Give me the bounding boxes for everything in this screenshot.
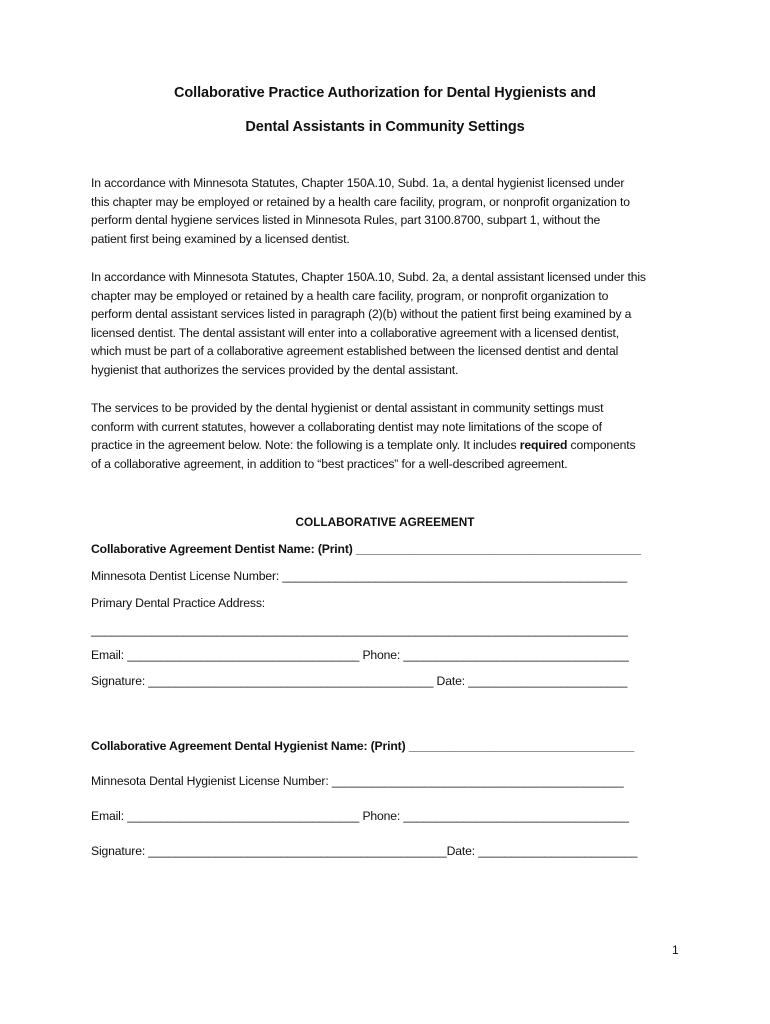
hygienist-date-field[interactable]: ________________________ xyxy=(474,844,638,858)
dentist-name-label: Collaborative Agreement Dentist Name: (Print) xyxy=(91,542,353,556)
dentist-contact-row xyxy=(91,648,629,662)
dentist-license-field[interactable]: ____________________________________________________ xyxy=(279,569,628,583)
paragraph-text: practice in the agreement below. Note: the following is a template only. It includes xyxy=(91,438,520,453)
paragraph-line: patient first being examined by a licensed dentist. xyxy=(91,231,350,246)
paragraph-text: components xyxy=(567,438,636,453)
hygienist-license-row xyxy=(91,774,623,788)
dentist-date-label: Date: xyxy=(433,674,465,688)
dentist-address-field[interactable]: _________________________________________________________________________________ xyxy=(91,623,628,637)
intro-paragraph-assistant xyxy=(91,268,691,380)
dentist-signature-row xyxy=(91,674,627,688)
dentist-email-field[interactable]: ___________________________________ xyxy=(123,648,360,662)
paragraph-line xyxy=(91,436,691,455)
intro-paragraph-scope xyxy=(91,399,691,473)
hygienist-date-label: Date: xyxy=(446,844,475,858)
page-number: 1 xyxy=(672,943,679,957)
hygienist-license-label: Minnesota Dental Hygienist License Number: xyxy=(91,774,329,788)
hygienist-name-field[interactable]: __________________________________ xyxy=(405,739,635,753)
paragraph-line: The services to be provided by the dental hygienist or dental assistant in community settings must xyxy=(91,401,604,415)
agreement-heading: COLLABORATIVE AGREEMENT xyxy=(295,515,475,529)
dentist-name-row xyxy=(91,542,641,556)
hygienist-name-label: Collaborative Agreement Dental Hygienist Name: (Print) xyxy=(91,739,406,753)
paragraph-line: perform dental assistant services listed in paragraph (2)(b) without the patient first being examined by a xyxy=(91,307,632,322)
hygienist-email-field[interactable]: ___________________________________ xyxy=(123,809,360,823)
required-emphasis: required xyxy=(519,438,568,453)
dentist-signature-label: Signature: xyxy=(91,674,146,688)
dentist-signature-field[interactable]: ___________________________________________ xyxy=(145,674,434,688)
paragraph-line: In accordance with Minnesota Statutes, Chapter 150A.10, Subd. 2a, a dental assistant licensed under this xyxy=(91,270,646,284)
dentist-phone-field[interactable]: __________________________________ xyxy=(400,648,629,662)
document-title-line-2: Dental Assistants in Community Settings xyxy=(245,119,525,135)
dentist-address-label: Primary Dental Practice Address: xyxy=(91,596,266,610)
hygienist-license-field[interactable]: ____________________________________________ xyxy=(328,774,624,788)
paragraph-line: perform dental hygiene services listed in Minnesota Rules, part 3100.8700, subpart 1, without the xyxy=(91,213,601,228)
hygienist-phone-field[interactable]: __________________________________ xyxy=(400,809,629,823)
paragraph-line: this chapter may be employed or retained by a health care facility, program, or nonprofit organization to xyxy=(91,194,630,209)
hygienist-signature-label: Signature: xyxy=(91,844,146,858)
paragraph-line: conform with current statutes, however a collaborating dentist may note limitations of the scope of xyxy=(91,419,602,434)
dentist-phone-label: Phone: xyxy=(359,648,401,662)
dentist-license-label: Minnesota Dentist License Number: xyxy=(91,569,280,583)
paragraph-line: chapter may be employed or retained by a health care facility, program, or nonprofit organization to xyxy=(91,288,609,303)
hygienist-contact-row xyxy=(91,809,629,823)
dentist-address-row xyxy=(91,623,628,637)
hygienist-phone-label: Phone: xyxy=(359,809,401,823)
hygienist-name-row xyxy=(91,739,634,753)
dentist-address-label-row xyxy=(91,596,265,610)
paragraph-line: of a collaborative agreement, in addition to “best practices” for a well-described agreement. xyxy=(91,456,568,471)
paragraph-line: In accordance with Minnesota Statutes, Chapter 150A.10, Subd. 1a, a dental hygienist licensed under xyxy=(91,176,625,190)
paragraph-line: hygienist that authorizes the services provided by the dental assistant. xyxy=(91,362,459,377)
hygienist-signature-field[interactable]: _____________________________________________ xyxy=(145,844,447,858)
document-title-line-1: Collaborative Practice Authorization for Dental Hygienists and xyxy=(174,85,596,101)
paragraph-line: which must be part of a collaborative agreement established between the licensed dentist and dental xyxy=(91,344,619,359)
dentist-license-row xyxy=(91,569,627,583)
hygienist-email-label: Email: xyxy=(91,809,124,823)
paragraph-line: licensed dentist. The dental assistant will enter into a collaborative agreement with a licensed dentist, xyxy=(91,325,620,340)
dentist-name-field[interactable]: ___________________________________________ xyxy=(352,542,641,556)
intro-paragraph-hygienist xyxy=(91,174,691,248)
dentist-date-field[interactable]: ________________________ xyxy=(464,674,628,688)
hygienist-signature-row xyxy=(91,844,637,858)
dentist-email-label: Email: xyxy=(91,648,124,662)
